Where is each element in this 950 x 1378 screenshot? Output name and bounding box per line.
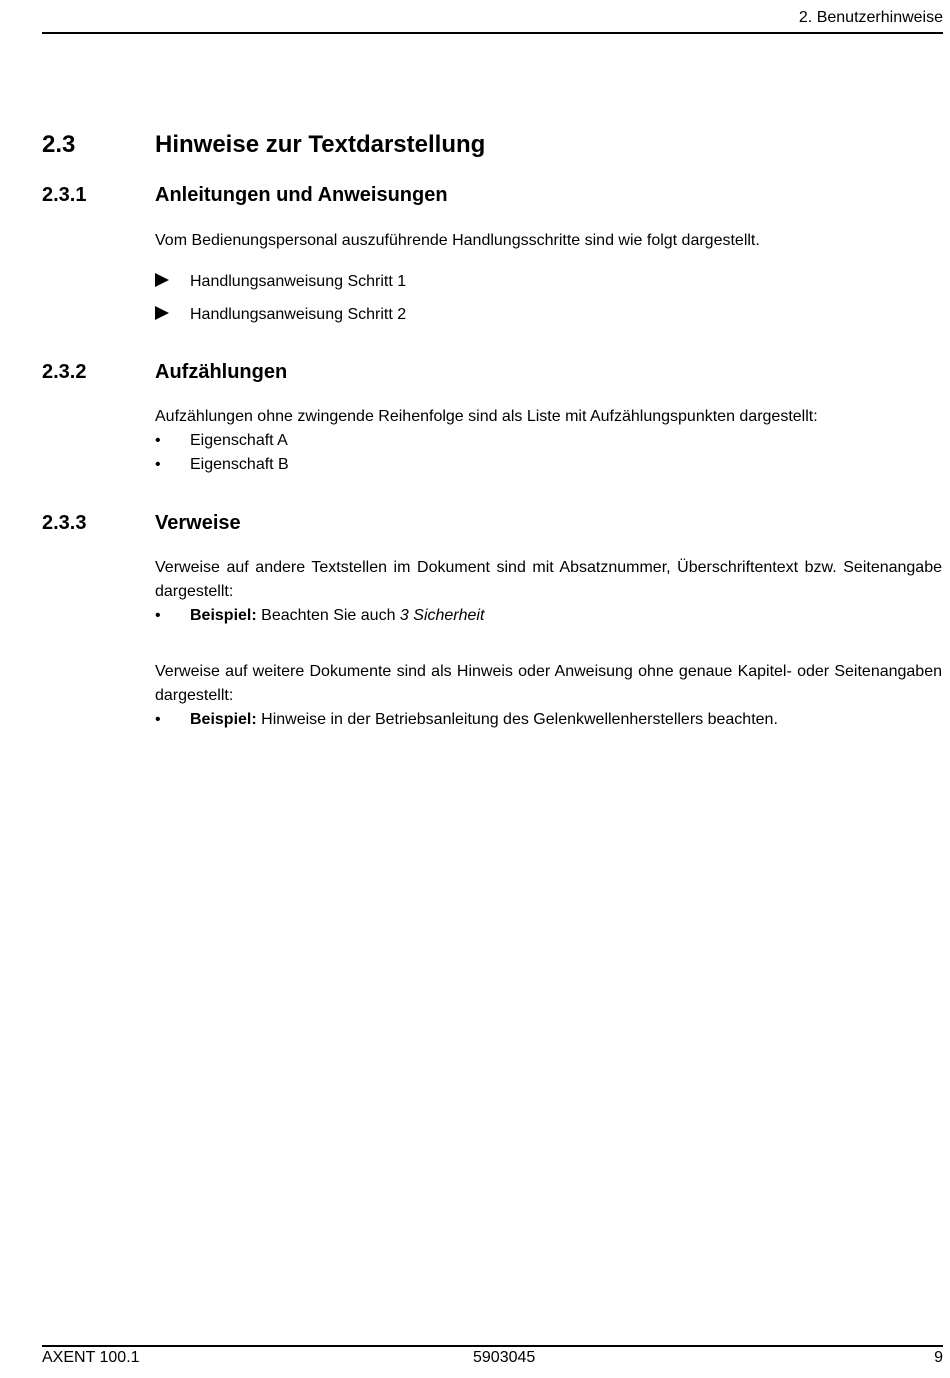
example-text: Beachten Sie auch [261,607,396,624]
instruction-step-label: Handlungsanweisung Schritt 1 [190,273,407,290]
references-block-2 [155,660,942,732]
instructions-intro-text: Vom Bedienungspersonal auszuführende Handlungsschritte sind wie folgt dargestellt. [155,232,760,249]
cross-reference-link[interactable]: 3 Sicherheit [399,607,485,624]
list-item [155,604,942,628]
subsection-number-2: 2.3.2 [42,361,87,383]
example-label: Beispiel: [190,607,257,624]
list-item [155,708,942,732]
references-block-1 [155,556,942,628]
running-header: 2. Benutzerhinweise [798,9,943,26]
example-label: Beispiel: [190,711,257,728]
footer-doc-number: 5903045 [473,1349,536,1366]
references-paragraph-2: Verweise auf weitere Dokumente sind als Hinweis oder Anweisung ohne genaue Kapitel- oder Seitenangaben dargestellt: [155,663,942,704]
list-item [155,429,942,453]
instruction-step-2 [155,303,406,327]
enumeration-intro: Aufzählungen ohne zwingende Reihenfolge sind als Liste mit Aufzählungspunkten dargestellt: [155,408,818,425]
list-item [155,453,942,477]
subsection-title-3: Verweise [155,512,241,534]
instruction-step-1 [155,270,406,294]
page-number: 9 [934,1349,943,1366]
section-number: 2.3 [42,131,76,158]
subsection-title-1: Anleitungen und Anweisungen [155,184,448,206]
enumeration-block [155,405,942,477]
header-rule [42,32,943,34]
footer-rule [42,1345,943,1347]
instruction-step-label: Handlungsanweisung Schritt 2 [190,306,407,323]
subsection-number-3: 2.3.3 [42,512,87,534]
footer-product: AXENT 100.1 [42,1349,140,1366]
section-title: Hinweise zur Textdarstellung [155,131,486,158]
bullet-icon: • [155,607,161,624]
bullet-icon: • [155,432,161,449]
list-item-text: Eigenschaft B [190,456,289,473]
bullet-icon: • [155,711,161,728]
triangle-right-icon [155,306,169,320]
triangle-right-icon [155,273,169,287]
subsection-title-2: Aufzählungen [155,361,288,383]
example-text: Hinweise in der Betriebsanleitung des Gelenkwellenherstellers beachten. [261,711,778,728]
instructions-intro [155,229,942,253]
list-item-text: Eigenschaft A [190,432,288,449]
bullet-icon: • [155,456,161,473]
subsection-number-1: 2.3.1 [42,184,87,206]
references-paragraph-1: Verweise auf andere Textstellen im Dokument sind mit Absatznummer, Überschriftentext bzw. Seitenangabe dargestellt: [155,559,942,600]
